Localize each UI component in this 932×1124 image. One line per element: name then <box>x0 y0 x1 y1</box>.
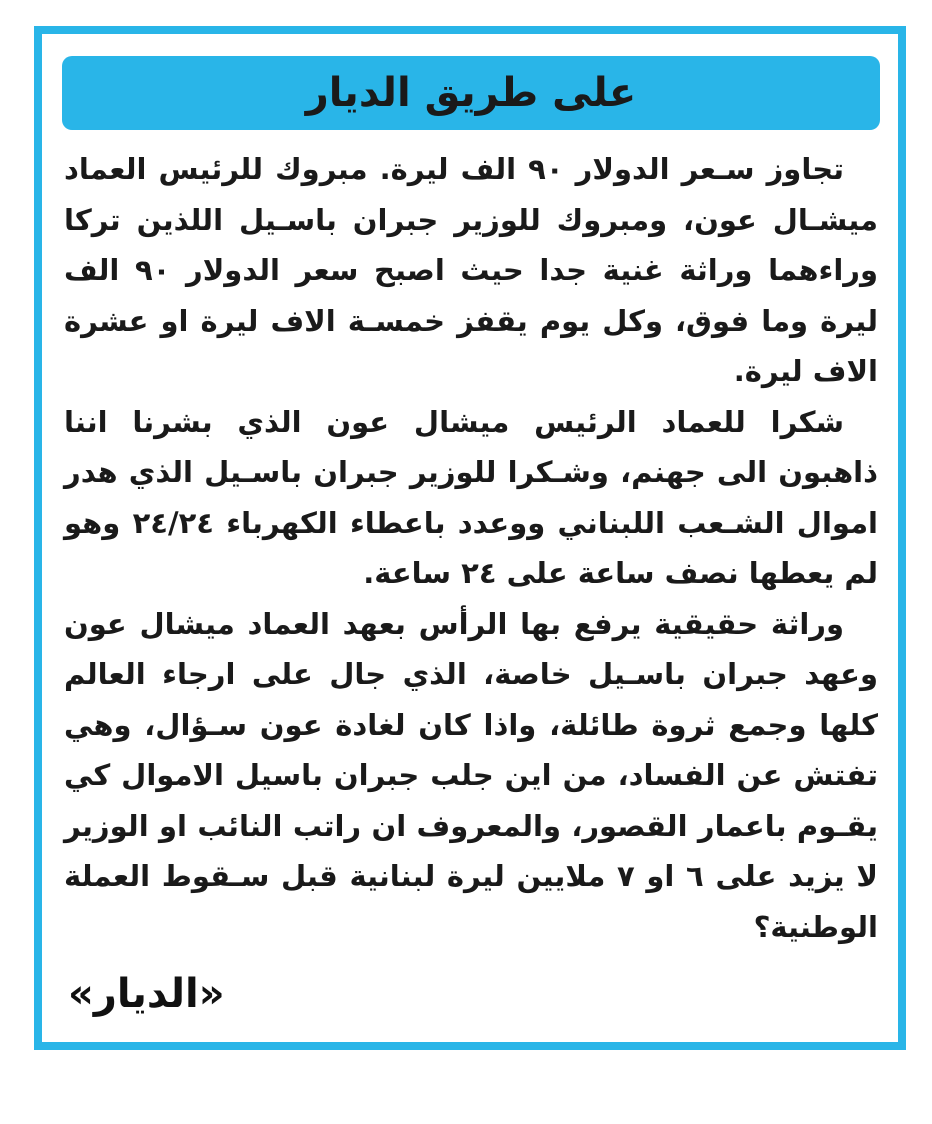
paragraph-2: شكرا للعماد الرئيس ميشال عون الذي بشرنا اننا ذاهبون الى جهنم، وشـكرا للوزير جبران باسـيل الذي هدر اموال الشـعب اللبناني ووعدد باعطاء الكهرباء ٢٤/٢٤ وهو لم يعطها نصف ساعة على ٢٤ ساعة. <box>64 404 878 590</box>
article-frame <box>34 26 906 1050</box>
article-title: على طريق الديار <box>305 70 637 116</box>
article-body <box>64 144 878 952</box>
paragraph-3: وراثة حقيقية يرفع بها الرأس بعهد العماد ميشال عون وعهد جبران باسـيل خاصة، الذي جال على ارجاء العالم كلها وجمع ثروة طائلة، واذا كان لغادة عون سـؤال، وهي تفتش عن الفساد، من اين جلب جبران باسيل الاموال كي يقـوم باعمار القصور، والمعروف ان راتب النائب او الوزير لا يزيد على ٦ او ٧ ملايين ليرة لبنانية قبل سـقوط العملة الوطنية؟ <box>64 606 878 944</box>
signature-source: «الديار» <box>68 971 225 1017</box>
title-banner <box>62 56 880 130</box>
paragraph-1: تجاوز سـعر الدولار ٩٠ الف ليرة. مبروك للرئيس العماد ميشـال عون، ومبروك للوزير جبران باسـيل اللذين تركا وراءهما وراثة غنية جدا حيث اصبح سعر الدولار ٩٠ الف ليرة وما فوق، وكل يوم يقفز خمسـة الاف ليرة او عشرة الاف ليرة. <box>64 152 878 388</box>
